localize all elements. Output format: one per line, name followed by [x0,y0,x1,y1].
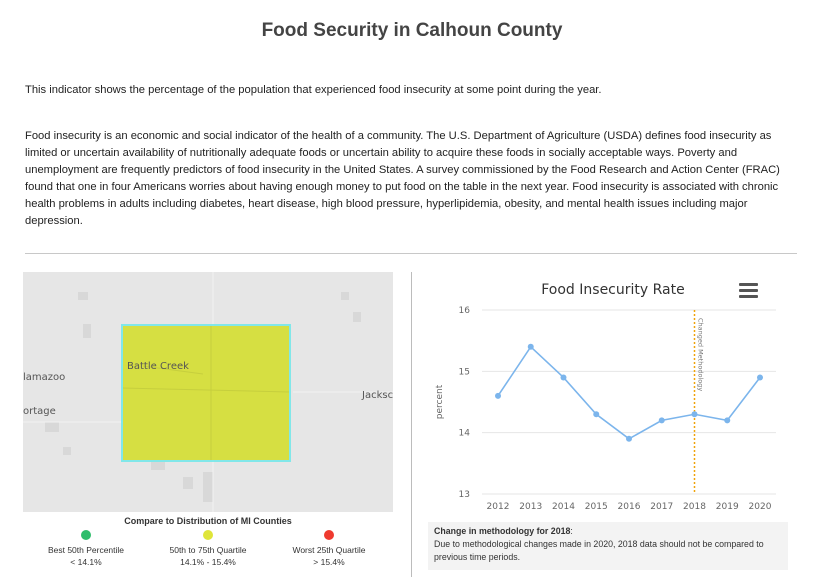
legend-item-best [26,530,146,568]
description-text: Food insecurity is an economic and social indicator of the health of a community. The U.S. Department of Agriculture (USDA) defines food insecurity as limited or uncertain availability of nutritionally adequate foods or uncertain ability to acquire these foods in socially acceptable ways. Poverty and unemployment are frequently predictors of food insecurity in the United States. A survey commissioned by the Food Research and Action Center (FRAC) found that one in four Americans worries about having enough money to put food on the table in the next year. Food insecurity is associated with chronic health problems in adults including diabetes, heart disease, high blood pressure, hyperlipidemia, obesity, and mental health issues including major depression. [25,130,780,227]
x-tick-label: 2015 [584,502,608,512]
intro-text: This indicator shows the percentage of the population that experienced food insecurity at some point during the year. [25,84,602,96]
legend-range: > 15.4% [313,557,345,567]
y-axis-label: percent [435,384,445,420]
county-roads [123,326,289,460]
hamburger-menu-icon[interactable] [739,283,758,299]
green-dot-icon [81,530,91,540]
x-tick-label: 2020 [748,502,772,512]
legend-label: 50th to 75th Quartile [169,545,247,555]
legend-label: Worst 25th Quartile [292,545,366,555]
map-label-portage: ortage [23,406,56,417]
legend-range: < 14.1% [70,557,102,567]
yellow-dot-icon [203,530,213,540]
data-point [724,417,730,423]
legend-title: Compare to Distribution of MI Counties [124,516,292,526]
note-text: Due to methodological changes made in 2020, 2018 data should not be compared to previous time periods. [434,539,764,562]
data-point [528,344,534,350]
county-map[interactable] [23,272,393,512]
x-tick-label: 2019 [715,502,739,512]
page-title: Food Security in Calhoun County [261,20,563,41]
y-tick-label: 13 [458,490,470,500]
legend-label: Best 50th Percentile [47,545,125,555]
x-tick-label: 2013 [519,502,543,512]
methodology-note [428,522,788,570]
annotation-label: Changed Methodology [696,318,705,392]
food-insecurity-chart [420,272,800,517]
chart-title: Food Insecurity Rate [541,282,685,298]
y-tick-label: 16 [458,306,470,316]
y-tick-label: 15 [458,367,470,378]
data-point [692,411,698,417]
data-point [626,436,632,442]
x-tick-label: 2017 [650,502,674,512]
panel-divider [411,272,412,577]
chart-svg [420,272,800,517]
legend-range: 14.1% - 15.4% [180,557,236,567]
legend-item-middle [148,530,268,568]
map-label-battle-creek: Battle Creek [127,361,189,372]
red-dot-icon [324,530,334,540]
data-point [593,411,599,417]
x-tick-label: 2016 [617,502,641,512]
note-colon: : [570,526,573,536]
note-heading: Change in methodology for 2018 [434,526,571,536]
x-tick-label: 2012 [486,502,510,512]
data-point [757,374,763,380]
section-divider [25,253,797,254]
x-tick-label: 2018 [683,502,706,512]
data-point [495,393,501,399]
legend-item-worst [269,530,389,568]
series-line [498,347,760,439]
map-label-jackson: Jacksc [362,390,393,401]
x-tick-label: 2014 [552,502,575,512]
data-point [561,374,567,380]
data-point [659,417,665,423]
y-tick-label: 14 [458,428,470,439]
calhoun-county-region[interactable] [121,324,291,462]
map-label-kalamazoo: lamazoo [23,372,66,383]
